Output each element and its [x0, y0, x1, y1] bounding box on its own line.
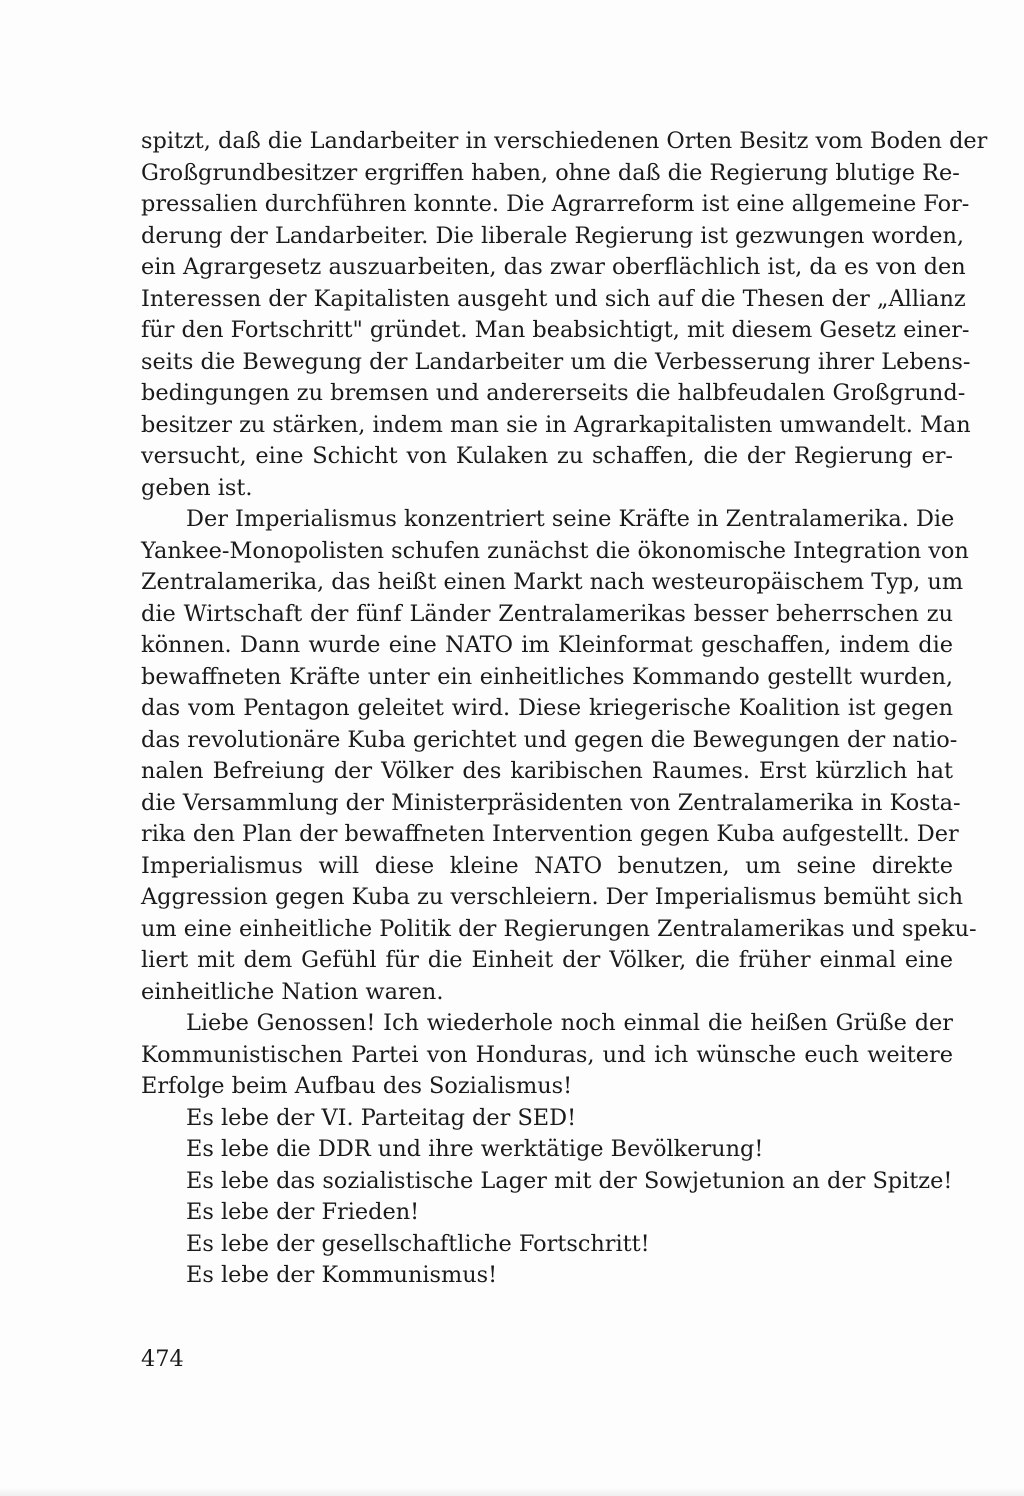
- text-line: Yankee-Monopolisten schufen zunächst die ökonomische Integration von: [141, 537, 969, 564]
- text-line: bedingungen zu bremsen und andererseits die halbfeudalen Großgrund-: [141, 380, 966, 406]
- text-line: besitzer zu stärken, indem man sie in Agrarkapitalisten umwandelt. Man: [141, 411, 971, 438]
- text-line: um eine einheitliche Politik der Regierungen Zentralamerikas und speku-: [141, 915, 977, 942]
- text-line: Kommunistischen Partei von Honduras, und ich wünsche euch weitere: [141, 1041, 953, 1068]
- paragraph-1: [141, 126, 988, 504]
- text-line: rika den Plan der bewaffneten Intervention gegen Kuba aufgestellt. Der: [141, 821, 959, 847]
- text-line: Zentralamerika, das heißt einen Markt nach westeuropäischem Typ, um: [141, 569, 964, 595]
- text-line: die Wirtschaft der fünf Länder Zentralamerikas besser beherrschen zu: [141, 600, 953, 627]
- text-line: das vom Pentagon geleitet wird. Diese kriegerische Koalition ist gegen: [141, 695, 953, 721]
- text-line: Erfolge beim Aufbau des Sozialismus!: [141, 1073, 573, 1099]
- text-line: versucht, eine Schicht von Kulaken zu schaffen, die der Regierung er-: [141, 443, 953, 469]
- text-line: die Versammlung der Ministerpräsidenten von Zentralamerika in Kosta-: [141, 789, 961, 816]
- text-line: Imperialismus will diese kleine NATO benutzen, um seine direkte: [141, 852, 953, 879]
- paragraph-2: [141, 504, 977, 1008]
- text-line: das revolutionäre Kuba gerichtet und gegen die Bewegungen der natio-: [141, 726, 958, 753]
- text-line: Interessen der Kapitalisten ausgeht und sich auf die Thesen der „Allianz: [141, 285, 966, 312]
- body-text: [141, 126, 988, 1292]
- text-line: für den Fortschritt" gründet. Man beabsichtigt, mit diesem Gesetz einer-: [141, 317, 970, 343]
- cheer-line: Es lebe die DDR und ihre werktätige Bevölkerung!: [186, 1136, 764, 1162]
- cheer-line: Es lebe der gesellschaftliche Fortschritt!: [186, 1230, 650, 1257]
- text-line: pressalien durchführen konnte. Die Agrarreform ist eine allgemeine For-: [141, 191, 970, 217]
- text-line: Liebe Genossen! Ich wiederhole noch einmal die heißen Grüße der: [186, 1010, 953, 1036]
- text-line: Der Imperialismus konzentriert seine Kräfte in Zentralamerika. Die: [186, 506, 955, 532]
- text-line: geben ist.: [141, 474, 253, 501]
- cheer-line: Es lebe der VI. Parteitag der SED!: [186, 1104, 577, 1131]
- text-line: Großgrundbesitzer ergriffen haben, ohne daß die Regierung blutige Re-: [141, 159, 960, 186]
- text-line: nalen Befreiung der Völker des karibischen Raumes. Erst kürzlich hat: [141, 758, 953, 784]
- text-line: derung der Landarbeiter. Die liberale Regierung ist gezwungen worden,: [141, 222, 965, 249]
- text-line: bewaffneten Kräfte unter ein einheitliches Kommando gestellt wurden,: [141, 663, 953, 690]
- text-line: können. Dann wurde eine NATO im Kleinformat geschaffen, indem die: [141, 632, 953, 658]
- page-number: 474: [141, 1346, 184, 1372]
- text-line: ein Agrargesetz auszuarbeiten, das zwar oberflächlich ist, da es von den: [141, 254, 966, 280]
- cheer-line: Es lebe das sozialistische Lager mit der Sowjetunion an der Spitze!: [186, 1167, 953, 1194]
- page-edge-shadow: [0, 1488, 1024, 1496]
- text-line: spitzt, daß die Landarbeiter in verschiedenen Orten Besitz vom Boden der: [141, 128, 988, 154]
- paragraph-3: [141, 1008, 953, 1103]
- cheer-line: Es lebe der Kommunismus!: [186, 1262, 498, 1288]
- text-line: Aggression gegen Kuba zu verschleiern. Der Imperialismus bemüht sich: [141, 884, 964, 910]
- text-line: einheitliche Nation waren.: [141, 978, 444, 1005]
- text-line: liert mit dem Gefühl für die Einheit der Völker, die früher einmal eine: [141, 947, 953, 973]
- cheer-line: Es lebe der Frieden!: [186, 1199, 420, 1225]
- text-line: seits die Bewegung der Landarbeiter um die Verbesserung ihrer Lebens-: [141, 348, 971, 375]
